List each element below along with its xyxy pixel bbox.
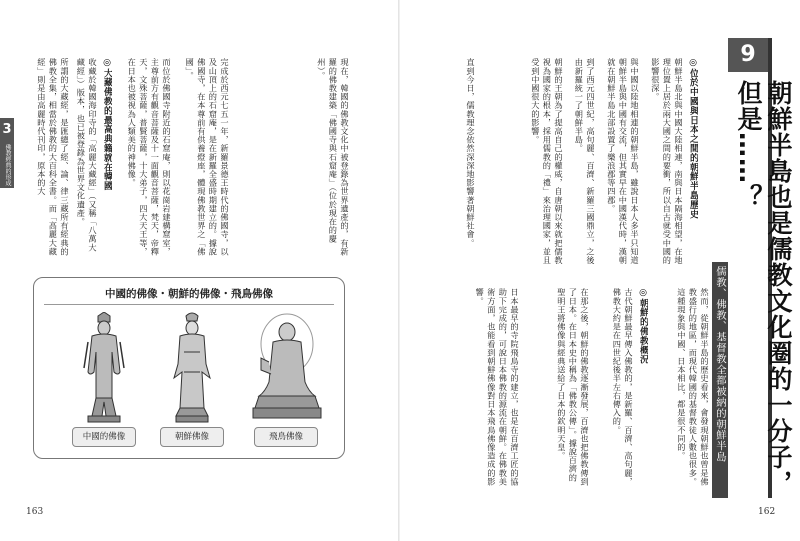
korean-buddha-icon [164,312,220,424]
paragraph: 直到今日，儒教理念依然深深地影響著朝鮮社會。 [466,58,476,248]
paragraph: 朝鮮半島北與中國大陸相連，南與日本隔海相望，在地理位置上居於兩大國之間的要衝，所以自古就受中國的影響很深。 [650,58,684,265]
paragraph: 在那之後，朝鮮的佛教逐漸發展，百濟也把佛教傳到了日本。在日本史中稱為「佛教公傳」。據說百濟的聖明王將佛像與經典送給了日本的欽明天皇。 [556,288,590,486]
chapter-tab-number: 3 [2,122,12,137]
paragraph: 古代朝鮮最早傳入佛教的，是新羅、百濟、高句麗，佛教大約是在四世紀後半左右傳入的。 [612,288,634,486]
page-number: 162 [758,507,776,517]
chinese-buddha-caption: 中國的佛像 [72,427,136,447]
page-title: 朝鮮半島也是儒教文化圈的一分子，但是……？ [734,80,793,496]
paragraph: 現在，韓國的佛教文化中被登錄為世界遺產的，有新羅的佛教建築「佛國寺與石窟庵」（位於現在的慶州）。 [316,58,350,256]
asuka-buddha-caption: 飛鳥佛像 [254,427,318,447]
paragraph: 朝鮮的王朝為了提高自己的權威，自唐朝以來就把儒教視為國家的根本，採用儒教的「禮」來治理國家，並且受到中國很大的影響。 [530,58,564,265]
paragraph: 而位於佛國寺附近的石窟庵，則以花崗岩建構窟室，主尊前方有觀音菩薩及十一面觀音菩薩，梵天，帝釋天，文殊菩薩，普賢菩薩，十大弟子，四大天王等，在日本也被視為人類美的神佛像。 [127,58,172,256]
chapter-number: 9 [728,38,768,72]
paragraph: 所謂的大藏經，是匯總了經、論、律三藏所有經典的佛教全集，相當於佛教的大百科全書。而「高麗大藏經」則是由高麗時代刊印，原本的大 [36,58,70,256]
paragraph: 完成於西元七五一年，新羅景德王時代的佛國寺，以及山頂上的石窟庵，是在新羅全盛時期建立的。據說佛國寺，在本尊前有供養燈座，體現佛教世界之「佛國」。 [185,58,230,256]
section-heading: ◎朝鮮的佛教概況 [638,288,648,365]
chinese-buddha-icon [74,312,134,424]
chapter-tab-label: 佛教經典的形成 [4,144,11,186]
section-heading: ◎位於中國與日本之間的朝鮮半島歷史 [688,58,698,219]
page-subtitle: 儒教、佛教、基督教全都被納的朝鮮半島 [714,266,726,463]
korean-buddha-caption: 朝鮮佛像 [160,427,224,447]
paragraph: 日本最早的寺院飛鳥寺的建立，也是在百濟工匠的協助下完成的，可說日本佛教的源流在朝鮮。在佛教美術方面，也能看到朝鮮佛像對日本飛鳥佛像造成的影響。 [475,288,520,486]
buddha-figure-box [33,277,345,459]
paragraph: 與中國以陸地相連的朝鮮半島，雖說日本人多半只知道朝鮮半島與中國有交流，但其實早在中國漢代時，漢朝就在朝鮮半島北部設置了樂浪郡等四郡。 [606,58,640,265]
paragraph: 然而，從朝鮮半島的歷史看來，會發現朝鮮也曾是佛教盛行的地區，而現代韓國的基督教徒人數也很多。這種現象與中國、日本相比，都是很不同的。 [676,288,710,486]
figure-title: 中國的佛像・朝鮮的佛像・飛鳥佛像 [105,288,273,300]
paragraph: 收藏於韓國海印寺的「高麗大藏經」（又稱「八萬大藏經」）版本，也已被登錄為世界文化遺產。 [76,58,98,252]
section-heading: ◎大藏佛教的最高典籍就在韓國 [102,58,112,191]
paragraph: 到了西元四世紀，高句麗、百濟、新羅三國鼎立，之後由新羅統一了朝鮮半島。 [574,58,596,265]
asuka-buddha-icon [249,312,325,424]
page-number: 163 [26,507,44,517]
